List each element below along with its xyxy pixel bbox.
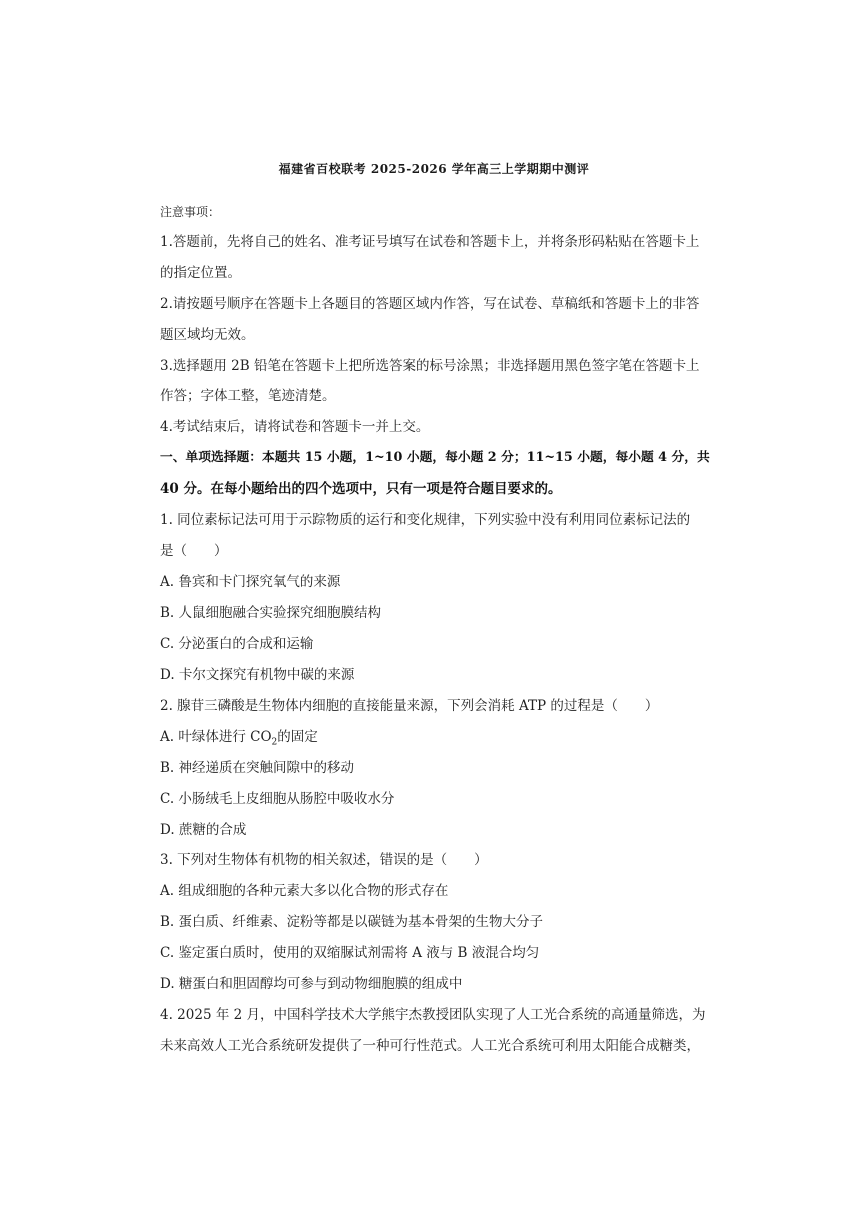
option-a-text: A. 叶绿体进行 CO <box>160 729 272 745</box>
question-3-stem: 3. 下列对生物体有机物的相关叙述，错误的是（ ） <box>160 852 488 868</box>
question-2-option-c: C. 小肠绒毛上皮细胞从肠腔中吸收水分 <box>160 791 395 807</box>
note-line: 作答；字体工整，笔迹清楚。 <box>160 388 336 404</box>
note-line: 的指定位置。 <box>160 265 241 281</box>
question-1-stem: 是（ ） <box>160 543 228 559</box>
question-3-option-c: C. 鉴定蛋白质时，使用的双缩脲试剂需将 A 液与 B 液混合均匀 <box>160 945 540 961</box>
question-1-stem: 1. 同位素标记法可用于示踪物质的运行和变化规律，下列实验中没有利用同位素标记法的 <box>160 512 691 528</box>
question-4-stem: 4. 2025 年 2 月，中国科学技术大学熊宇杰教授团队实现了人工光合系统的高通量筛选，为 <box>160 1007 706 1023</box>
question-3-option-d: D. 糖蛋白和胆固醇均可参与到动物细胞膜的组成中 <box>160 976 463 992</box>
question-1-option-d: D. 卡尔文探究有机物中碳的来源 <box>160 667 355 683</box>
note-line: 3.选择题用 2B 铅笔在答题卡上把所选答案的标号涂黑；非选择题用黑色签字笔在答题卡上 <box>160 358 700 374</box>
section-heading: 一、单项选择题：本题共 15 小题，1~10 小题，每小题 2 分；11~15 小题，每小题 4 分，共 <box>160 450 710 465</box>
question-4-stem: 未来高效人工光合系统研发提供了一种可行性范式。人工光合系统可利用太阳能合成糖类， <box>160 1038 700 1054</box>
note-line: 2.请按题号顺序在答题卡上各题目的答题区域内作答，写在试卷、草稿纸和答题卡上的非答 <box>160 296 700 312</box>
question-1-option-c: C. 分泌蛋白的合成和运输 <box>160 636 314 652</box>
note-line: 题区域均无效。 <box>160 327 255 343</box>
question-3-option-a: A. 组成细胞的各种元素大多以化合物的形式存在 <box>160 883 449 899</box>
notes-heading: 注意事项： <box>160 205 221 219</box>
question-2-option-a <box>160 728 318 746</box>
subscript: 2 <box>271 737 278 748</box>
question-2-option-d: D. 蔗糖的合成 <box>160 822 247 838</box>
note-line: 4.考试结束后，请将试卷和答题卡一并上交。 <box>160 419 430 435</box>
question-1-option-b: B. 人鼠细胞融合实验探究细胞膜结构 <box>160 605 382 621</box>
page-title: 福建省百校联考 2025-2026 学年高三上学期期中测评 <box>278 162 590 176</box>
section-heading: 40 分。在每小题给出的四个选项中，只有一项是符合题目要求的。 <box>160 481 562 497</box>
note-line: 1.答题前，先将自己的姓名、准考证号填写在试卷和答题卡上，并将条形码粘贴在答题卡上 <box>160 234 700 250</box>
question-2-option-b: B. 神经递质在突触间隙中的移动 <box>160 760 355 776</box>
question-3-option-b: B. 蛋白质、纤维素、淀粉等都是以碳链为基本骨架的生物大分子 <box>160 914 544 930</box>
question-2-stem: 2. 腺苷三磷酸是生物体内细胞的直接能量来源，下列会消耗 ATP 的过程是（ ） <box>160 698 659 714</box>
option-a-text: 的固定 <box>277 729 318 745</box>
question-1-option-a: A. 鲁宾和卡门探究氧气的来源 <box>160 574 341 590</box>
